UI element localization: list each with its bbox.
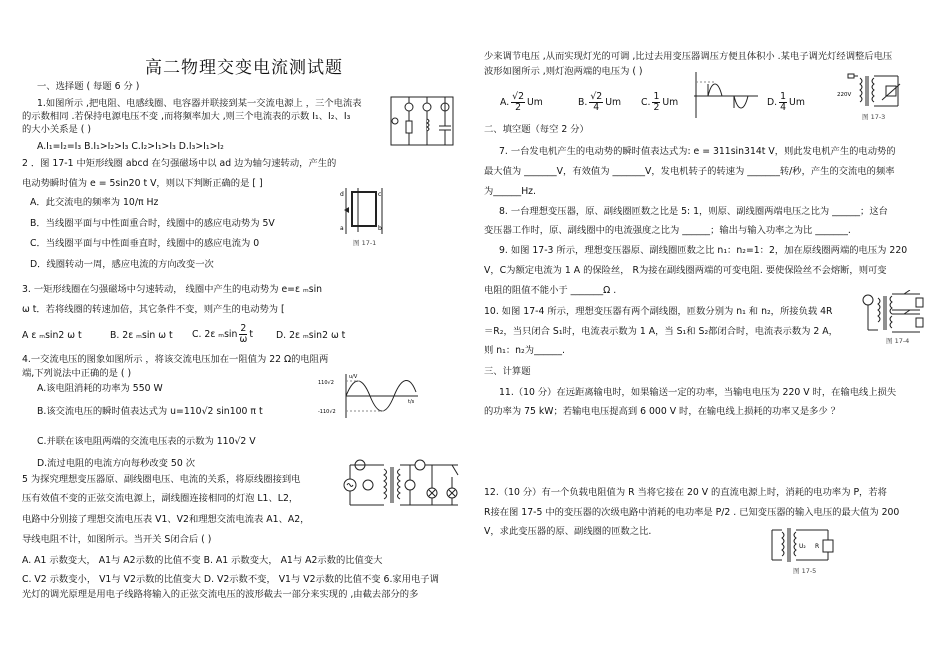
section-choice-heading: 一、选择题 ( 每题 6 分 ) <box>37 81 140 92</box>
q6-option-c-letter: C. <box>641 97 651 108</box>
figure-17-5-r: R <box>815 543 820 550</box>
q6-option-d-den: 4 <box>780 102 787 113</box>
figure-17-1-coil <box>338 186 394 236</box>
q6-line-start: 光灯的调光原理是用电子线路将输入的正弦交流电压的波形截去一部分来实现的 ,由截去部分的多 <box>22 589 419 600</box>
figure-q6-clipped-wave <box>688 70 760 120</box>
page-title: 高二物理交变电流测试题 <box>145 58 343 78</box>
q8-line-1: 8. 一台理想变压器，原、副线圈匝数之比是 5: 1，则原、副线圈两端电压之比为 ______；这台 <box>499 206 888 217</box>
q6-line-1: 少来调节电压 ,从而实现灯光的可调 ,比过去用变压器调压方便且体积小 .某电子调光灯经调整后电压 <box>484 51 893 62</box>
figure-17-3-voltage: 220V <box>837 92 852 98</box>
figure-q5-transformer-circuit <box>340 455 462 515</box>
section-fill-heading: 二、填空题（每空 2 分） <box>484 124 589 135</box>
svg-text:b: b <box>378 225 382 232</box>
q6-option-d-unit: Um <box>789 97 805 108</box>
q3-option-c-suffix: t <box>249 329 253 340</box>
q10-line-3: 则 n₁：n₂为______. <box>484 345 565 356</box>
q10-line-1: 10. 如图 17-4 所示，理想变压器有两个副线圈，匝数分别为 n₁ 和 n₂，所接负载 4R <box>484 306 833 317</box>
q6-option-a-num: √2 <box>512 91 524 102</box>
q4-line-2: 端,下列说法中正确的是 ( ) <box>22 368 132 379</box>
q6-option-b-unit: Um <box>605 97 622 108</box>
q6-option-b-letter: B. <box>578 97 588 108</box>
q6-option-c <box>641 92 678 113</box>
q6-option-c-unit: Um <box>662 97 679 108</box>
q11-line-1: 11.（10 分）在远距离输电时，如果输送一定的功率，当输电电压为 220 V 时，在输电线上损失 <box>499 387 897 398</box>
q9-line-3: 电阻的阻值不能小于 _______Ω . <box>484 285 617 296</box>
q6-option-c-num: 1 <box>653 91 660 102</box>
wave-y-axis-label: u/V <box>349 374 358 380</box>
q3-option-c-den: ω <box>239 334 248 345</box>
figure-17-1-caption: 图 17-1 <box>353 239 377 247</box>
q3-line-2: ω t．若将线圈的转速加倍，其它条件不变，则产生的电动势为 [ <box>22 304 285 315</box>
q6-line-2: 波形如图所示 ,则灯泡两端的电压为 ( ) <box>484 66 643 77</box>
q6-option-a-letter: A. <box>500 97 510 108</box>
q6-option-b <box>578 92 621 113</box>
figure-17-5-u2: U₂ <box>799 543 806 550</box>
figure-17-3-caption: 图 17-3 <box>862 113 886 121</box>
q1-line-2: 的示数相同 .若保持电源电压不变 ,而将频率加大 ,则三个电流表的示数 I₁、I₂、I₃ <box>22 111 351 122</box>
q5-line-4: 导线电阻不计，如图所示。当开关 S闭合后 ( ) <box>22 534 212 545</box>
q2-option-d: D．线圈转动一周，感应电流的方向改变一次 <box>30 259 214 270</box>
q2-line-1: 2 ．图 17-1 中矩形线圈 abcd 在匀强磁场中以 ad 边为轴匀速转动，产生的 <box>22 158 337 169</box>
q5-line-2: 压有效值不变的正弦交流电源上，副线圈连接相同的灯泡 L1、L2， <box>22 493 299 504</box>
q9-line-2: V，C为额定电流为 1 A 的保险丝， R为接在副线圈两端的可变电阻. 要使保险丝不会熔断，则可变 <box>484 265 887 276</box>
wave-y-max-label: 110√2 <box>318 380 334 386</box>
q6-option-a-unit: Um <box>527 97 543 108</box>
q11-line-2: 的功率为 75 kW；若输电电压提高到 6 000 V 时，在输电线上损耗的功率又是多少 ？ <box>484 406 841 417</box>
q6-option-d <box>767 92 805 113</box>
q4-option-c: C.并联在该电阻两端的交流电压表的示数为 110√2 V <box>37 436 256 447</box>
svg-text:c: c <box>378 191 382 198</box>
q9-line-1: 9. 如图 17-3 所示，理想变压器原、副线圈匝数之比 n₁：n₂=1：2，加在原线圈两端的电压为 220 <box>499 245 908 256</box>
q2-option-a: A．此交流电的频率为 10/π Hz <box>30 197 159 208</box>
q2-option-b: B．当线圈平面与中性面重合时，线圈中的感应电动势为 5V <box>30 218 275 229</box>
q3-option-b: B. 2ε ₘsin ω t <box>110 330 173 341</box>
figure-17-3-transformer <box>836 72 904 112</box>
q6-option-b-den: 4 <box>593 102 600 113</box>
q3-option-a: A ε ₘsin2 ω t <box>22 330 82 341</box>
svg-text:d: d <box>340 191 344 198</box>
q7-line-1: 7. 一台发电机产生的电动势的瞬时值表达式为: e = 311sin314t V，则此发电机产生的电动势的 <box>499 146 896 157</box>
section-calc-heading: 三、计算题 <box>484 366 531 377</box>
q10-line-2: ＝R₂，当只闭合 S₁时，电流表示数为 1 A，当 S₁和 S₂都闭合时，电流表示数为 2 A， <box>484 326 838 337</box>
q7-line-2: 最大值为 _______V，有效值为 _______V，发电机转子的转速为 _______转/秒，产生的交流电的频率 <box>484 166 895 177</box>
q3-option-c-prefix: C. 2ε ₘsin <box>192 329 238 340</box>
wave-x-axis-label: t/s <box>408 399 415 405</box>
figure-17-4-transformer <box>860 290 930 336</box>
q4-option-b: B.该交流电压的瞬时值表达式为 u=110√2 sin100 π t <box>37 406 263 417</box>
q1-line-3: 的大小关系是 ( ) <box>22 124 91 135</box>
q5-line-3: 电路中分别接了理想交流电压表 V1、V2和理想交流电流表 A1、A2， <box>22 514 310 525</box>
q1-line-1: 1.如图所示 ,把电阻、电感线圈、电容器并联接到某一交流电源上 ，三个电流表 <box>37 98 362 109</box>
q6-option-a <box>500 92 543 113</box>
q6-option-c-den: 2 <box>653 102 660 113</box>
figure-17-4-caption: 图 17-4 <box>886 337 910 345</box>
svg-text:a: a <box>340 225 344 232</box>
q6-option-a-den: 2 <box>515 102 522 113</box>
q7-line-3: 为______Hz. <box>484 186 537 197</box>
q3-option-c-num: 2 <box>240 323 247 334</box>
q6-option-b-num: √2 <box>590 91 603 102</box>
q6-option-d-letter: D. <box>767 97 778 108</box>
q12-line-1: 12.（10 分）有一个负载电阻值为 R 当将它接在 20 V 的直流电源上时，消耗的电功率为 P，若将 <box>484 487 887 498</box>
q12-line-2: R接在图 17-5 中的变压器的次级电路中消耗的电功率是 P/2 . 已知变压器的输入电压的最大值为 200 <box>484 507 900 518</box>
figure-q1-circuit <box>385 91 463 151</box>
q3-option-c <box>192 324 253 345</box>
q5-line-1: 5 为探究理想变压器原、副线圈电压、电流的关系，将原线圈接到电 <box>22 474 301 485</box>
wave-y-min-label: -110√2 <box>318 409 336 415</box>
q3-line-1: 3. 一矩形线圈在匀强磁场中匀速转动， 线圈中产生的电动势为 e=ε ₘsin <box>22 284 323 295</box>
figure-q4-wave <box>318 372 420 420</box>
q2-option-c: C．当线圈平面与中性面垂直时，线圈中的感应电流为 0 <box>30 238 260 249</box>
q4-option-d: D.流过电阻的电流方向每秒改变 50 次 <box>37 458 196 469</box>
q5-options-cd: C. V2 示数变小， V1与 V2示数的比值变大 D. V2示数不变， V1与 V2示数的比值不变 6.家用电子调 <box>22 574 439 585</box>
q6-option-d-num: 1 <box>780 91 787 102</box>
q4-line-1: 4.一交流电压的图象如图所示 ，将该交流电压加在一阻值为 22 Ω的电阻两 <box>22 354 329 365</box>
figure-17-5-caption: 图 17-5 <box>793 567 817 575</box>
q12-line-3: V，求此变压器的原、副线圈的匝数之比. <box>484 526 652 537</box>
figure-17-5-transformer <box>768 524 836 566</box>
q3-option-d: D. 2ε ₘsin2 ω t <box>276 330 346 341</box>
q2-line-2: 电动势瞬时值为 e = 5sin20 t V，则以下判断正确的是 [ ] <box>22 178 263 189</box>
q5-options-ab: A. A1 示数变大， A1与 A2示数的比值不变 B. A1 示数变大， A1与 A2示数的比值变大 <box>22 555 383 566</box>
q4-option-a: A.该电阻消耗的功率为 550 W <box>37 383 163 394</box>
q8-line-2: 变压器工作时，原、副线圈中的电流强度之比为 ______；输出与输入功率之为比 _______. <box>484 225 851 236</box>
q1-options: A.I₁=I₂=I₃ B.I₁>I₂>I₃ C.I₂>I₁>I₃ D.I₃>I₁>I₂ <box>37 141 224 152</box>
